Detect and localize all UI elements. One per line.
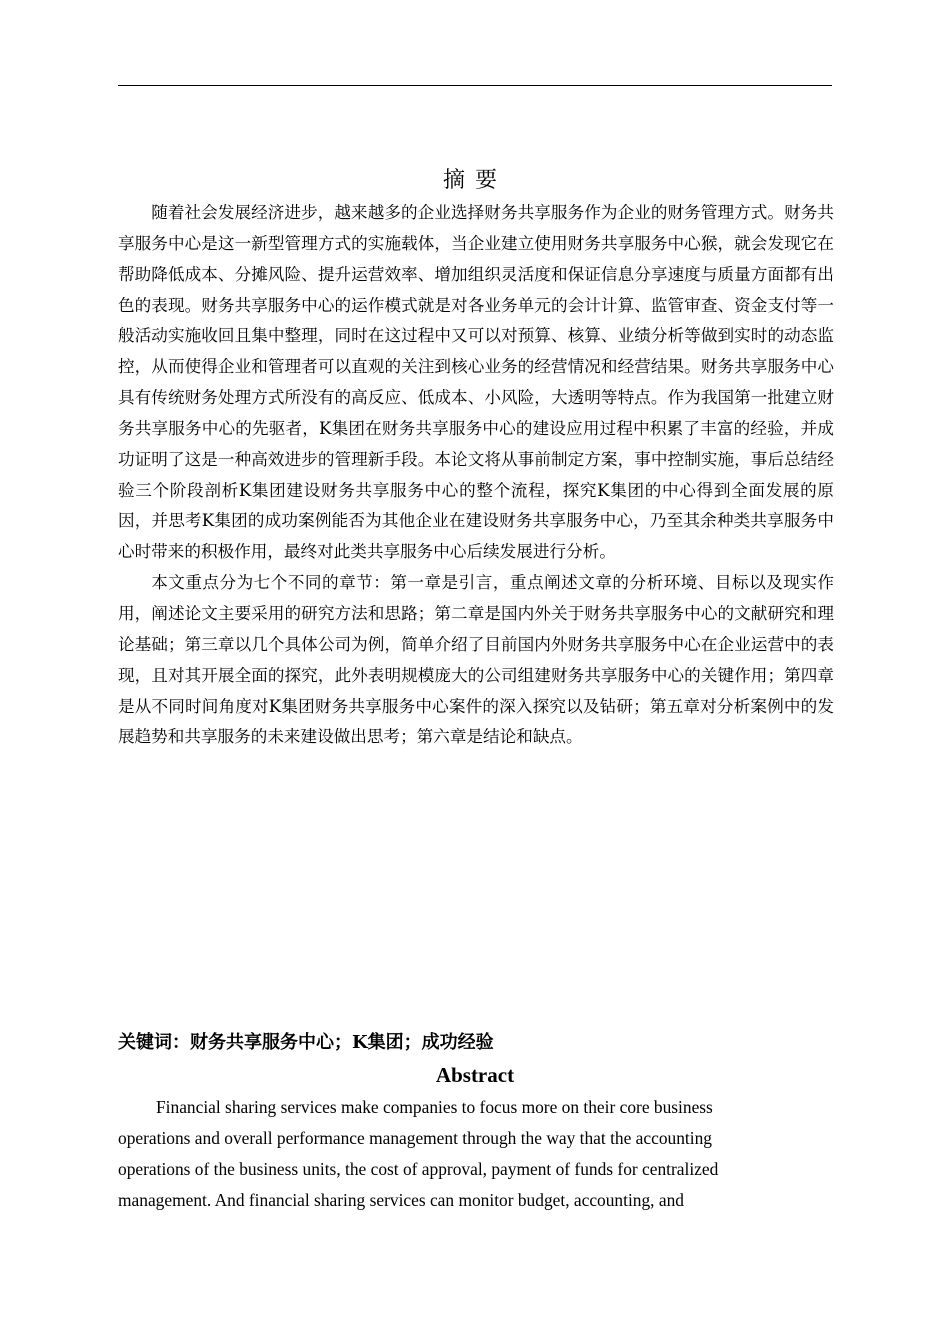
chinese-abstract-paragraph-2: 本文重点分为七个不同的章节：第一章是引言，重点阐述文章的分析环境、目标以及现实作用，阐述论文主要采用的研究方法和思路；第二章是国内外关于财务共享服务中心的文献研究和理论基础；第三章以几个具体公司为例，简单介绍了目前国内外财务共享服务中心在企业运营中的表现，且对其开展全面的探究，此外表明规模庞大的公司组建财务共享服务中心的关键作用；第四章是从不同时间角度对K集团财务共享服务中心案件的深入探究以及钻研；第五章对分析案例中的发展趋势和共享服务的未来建设做出思考；第六章是结论和缺点。 xyxy=(118,573,834,747)
chinese-keywords: 关键词：财务共享服务中心；K集团；成功经验 xyxy=(118,1032,494,1053)
chinese-abstract-body xyxy=(118,198,834,753)
english-abstract-body xyxy=(118,1092,832,1216)
english-abstract-line: operations and overall performance management through the way that the accounting xyxy=(118,1128,712,1148)
header-rule xyxy=(118,85,832,86)
chinese-abstract-paragraph-1: 随着社会发展经济进步，越来越多的企业选择财务共享服务作为企业的财务管理方式。财务共享服务中心是这一新型管理方式的实施载体，当企业建立使用财务共享服务中心猴，就会发现它在帮助降低成本、分摊风险、提升运营效率、增加组织灵活度和保证信息分享速度与质量方面都有出色的表现。财务共享服务中心的运作模式就是对各业务单元的会计计算、监管审查、资金支付等一般活动实施收回且集中整理，同时在这过程中又可以对预算、核算、业绩分析等做到实时的动态监控，从而使得企业和管理者可以直观的关注到核心业务的经营情况和经营结果。财务共享服务中心具有传统财务处理方式所没有的高反应、低成本、小风险，大透明等特点。作为我国第一批建立财务共享服务中心的先驱者，K集团在财务共享服务中心的建设应用过程中积累了丰富的经验，并成功证明了这是一种高效进步的管理新手段。本论文将从事前制定方案，事中控制实施，事后总结经验三个阶段剖析K集团建设财务共享服务中心的整个流程，探究K集团的中心得到全面发展的原因，并思考K集团的成功案例能否为其他企业在建设财务共享服务中心，乃至其余种类共享服务中心时带来的积极作用，最终对此类共享服务中心后续发展进行分析。 xyxy=(118,203,834,562)
chinese-abstract-title: 摘要 xyxy=(442,168,507,193)
english-abstract-line: operations of the business units, the cost of approval, payment of funds for centralized xyxy=(118,1159,719,1179)
english-abstract-line: Financial sharing services make companies to focus more on their core business xyxy=(156,1097,713,1117)
english-abstract-title: Abstract xyxy=(435,1063,515,1087)
english-abstract-line: management. And financial sharing services can monitor budget, accounting, and xyxy=(118,1190,684,1210)
